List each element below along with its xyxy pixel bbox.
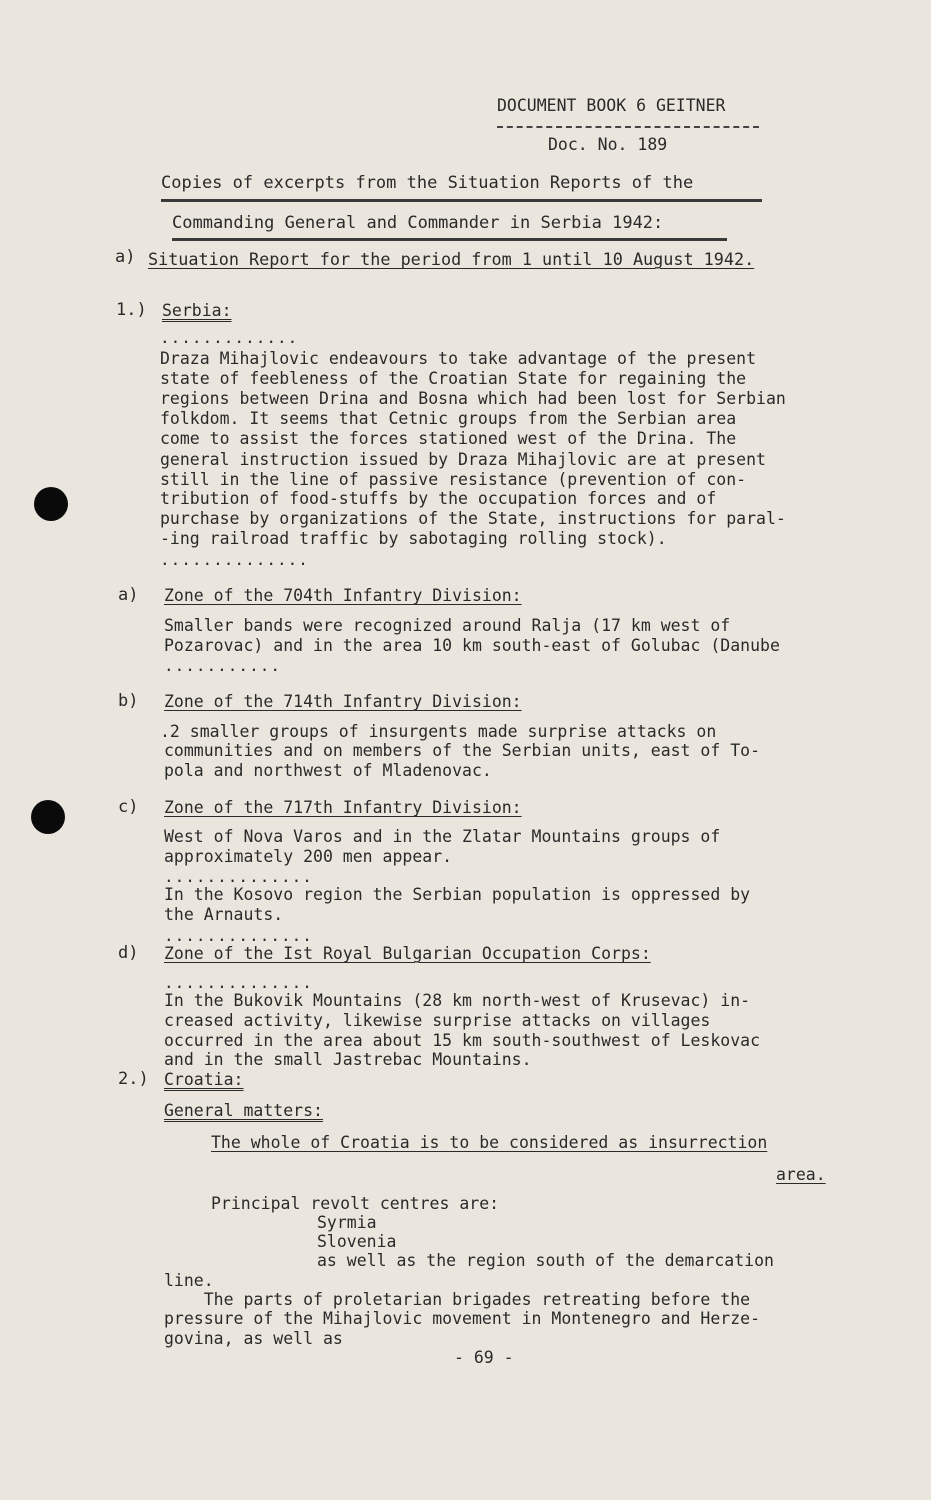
title-line-1: Copies of excerpts from the Situation Reports of the [161,173,694,193]
serbia-label: 1.) [116,300,147,320]
general-matters-heading: General matters: [164,1101,323,1120]
zone-714-label: b) [118,691,139,711]
zone-717-mid-ellipsis: .............. [164,867,313,886]
document-book-label: DOCUMENT BOOK 6 GEITNER [497,96,726,115]
serbia-para-line-9: purchase by organizations of the State, instructions for paral- [160,509,786,528]
zone-714-heading: Zone of the 714th Infantry Division: [164,692,522,711]
zone-bulgarian-line-3: occurred in the area about 15 km south-southwest of Leskovac [164,1031,761,1050]
zone-bulgarian-heading: Zone of the Ist Royal Bulgarian Occupation Corps: [164,944,651,963]
zone-717-ellipsis: .............. [164,926,313,945]
zone-bulgarian-line-4: and in the small Jastrebac Mountains. [164,1050,532,1069]
zone-714-line-1: .2 smaller groups of insurgents made surprise attacks on [160,722,717,741]
serbia-para-line-4: folkdom. It seems that Cetnic groups from the Serbian area [160,409,737,428]
final-para-line-1: The parts of proletarian brigades retreating before the [164,1290,751,1309]
zone-704-line-2: Pozarovac) and in the area 10 km south-east of Golubac (Danube [164,636,780,655]
serbia-para-line-7: still in the line of passive resistance (prevention of con- [160,470,747,489]
header-rule [497,126,759,128]
croatia-label: 2.) [118,1069,149,1089]
situation-report-heading: Situation Report for the period from 1 until 10 August 1942. [148,249,755,269]
zone-704-ellipsis: ........... [164,656,281,675]
section-a-label: a) [115,247,136,267]
serbia-para-line-8: tribution of food-stuffs by the occupation forces and of [160,489,717,508]
line-word: line. [164,1271,214,1290]
revolt-centre-slovenia: Slovenia [317,1232,397,1251]
zone-717-line-1: West of Nova Varos and in the Zlatar Mountains groups of [164,827,721,846]
zone-717-heading: Zone of the 717th Infantry Division: [164,798,522,817]
serbia-para-line-10: -ing railroad traffic by sabotaging rolling stock). [160,529,667,548]
serbia-para-line-5: come to assist the forces stationed west of the Drina. The [160,429,737,448]
zone-704-line-1: Smaller bands were recognized around Ralja (17 km west of [164,616,731,635]
final-para-line-3: govina, as well as [164,1329,343,1348]
title-line-2: Commanding General and Commander in Serbia 1942: [172,213,664,233]
serbia-heading: Serbia: [162,301,232,320]
zone-bulgarian-line-2: creased activity, likewise surprise attacks on villages [164,1011,711,1030]
croatia-heading: Croatia: [164,1070,244,1089]
zone-717-line-2: approximately 200 men appear. [164,847,453,866]
title-rule-1 [161,199,762,202]
zone-717-line-4: the Arnauts. [164,905,284,924]
document-number: Doc. No. 189 [548,135,668,154]
zone-bulgarian-ellipsis: .............. [164,973,313,992]
punch-hole-top [34,487,68,521]
insurrection-line-2: area. [776,1165,826,1184]
zone-704-label: a) [118,585,139,605]
serbia-para-line-6: general instruction issued by Draza Mihajlovic are at present [160,450,766,469]
serbia-para-line-1: Draza Mihajlovic endeavours to take advantage of the present [160,349,757,368]
page-number: - 69 - [454,1348,514,1367]
punch-hole-bottom [31,800,65,834]
serbia-para-line-2: state of feebleness of the Croatian State for regaining the [160,369,747,388]
serbia-ellipsis-bottom: .............. [160,550,309,569]
zone-714-line-3: pola and northwest of Mladenovac. [164,761,492,780]
final-para-line-2: pressure of the Mihajlovic movement in Montenegro and Herze- [164,1309,761,1328]
serbia-para-line-3: regions between Drina and Bosna which had been lost for Serbian [160,389,786,408]
revolt-centres-intro: Principal revolt centres are: [211,1194,500,1213]
serbia-ellipsis-top: ............. [160,328,299,347]
zone-bulgarian-line-1: In the Bukovik Mountains (28 km north-west of Krusevac) in- [164,991,751,1010]
zone-717-line-3: In the Kosovo region the Serbian population is oppressed by [164,885,751,904]
revolt-centre-syrmia: Syrmia [317,1213,377,1232]
zone-bulgarian-label: d) [118,943,139,963]
title-rule-2 [172,238,727,241]
revolt-centre-demarcation: as well as the region south of the demarcation [317,1251,774,1270]
zone-704-heading: Zone of the 704th Infantry Division: [164,586,522,605]
zone-717-label: c) [118,797,139,817]
zone-714-line-2: communities and on members of the Serbian units, east of To- [164,741,761,760]
insurrection-line-1: The whole of Croatia is to be considered as insurrection [211,1133,768,1152]
